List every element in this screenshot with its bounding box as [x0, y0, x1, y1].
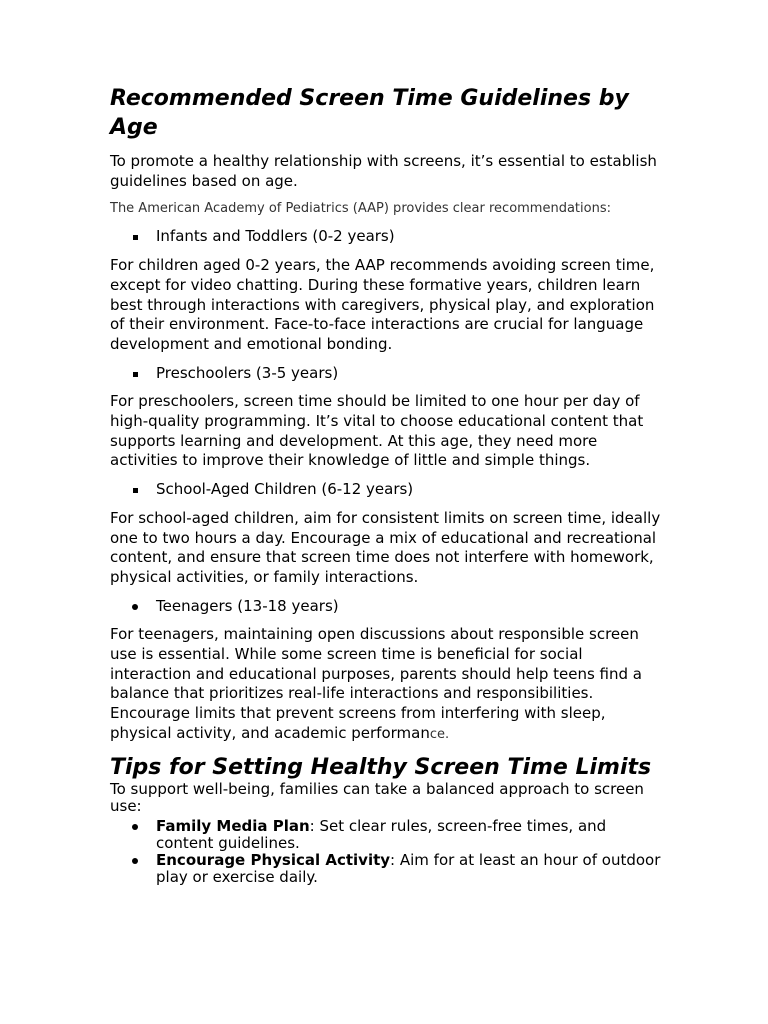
age-group-body: For preschoolers, screen time should be limited to one hour per day of high-quality programming. It’s vital to choose educational content that supports learning and development. At this age, they need more activities to improve their knowledge of little and simple things.: [110, 392, 644, 470]
age-group-infants: [110, 227, 662, 247]
age-group-label: Infants and Toddlers (0-2 years): [156, 227, 395, 246]
square-bullet-icon: [133, 372, 138, 377]
age-group-teenagers: [110, 597, 662, 617]
tips-heading: Tips for Setting Healthy Screen Time Limits: [110, 754, 652, 780]
intro-paragraph: To promote a healthy relationship with screens, it’s essential to establish guidelines based on age.: [110, 152, 657, 190]
square-bullet-icon: [133, 488, 138, 493]
tip-text: : Set clear rules, screen-free times, and content guidelines.: [156, 816, 607, 852]
aap-note: The American Academy of Pediatrics (AAP) provides clear recommendations:: [110, 201, 611, 217]
age-group-school-aged: [110, 480, 662, 500]
tip-item-family-media-plan: [110, 818, 662, 852]
document-page: [110, 84, 662, 886]
tip-title: Family Media Plan: [156, 816, 310, 835]
age-group-body-main: For teenagers, maintaining open discussions about responsible screen use is essential. While some screen time is beneficial for social interaction and educational purposes, parents should help teens find a balance that prioritizes real-life interactions and responsibilities. Encourage limits that prevent screens from interfering with sleep, physical activity, and academic performan: [110, 625, 642, 742]
age-group-body: [110, 625, 662, 744]
round-bullet-icon: [132, 824, 138, 830]
round-bullet-icon: [132, 604, 138, 610]
square-bullet-icon: [133, 235, 138, 240]
age-group-label: School-Aged Children (6-12 years): [156, 480, 414, 499]
age-group-preschoolers: [110, 364, 662, 384]
age-group-label: Preschoolers (3-5 years): [156, 363, 339, 382]
tip-item-physical-activity: [110, 852, 662, 886]
tip-title: Encourage Physical Activity: [156, 850, 391, 869]
round-bullet-icon: [132, 858, 138, 864]
age-group-body-tail: ce.: [429, 726, 450, 742]
age-group-body: For school-aged children, aim for consistent limits on screen time, ideally one to two hours a day. Encourage a mix of educational and recreational content, and ensure that screen time does not interfere with homework, physical activities, or family interactions.: [110, 508, 661, 586]
age-group-body: For children aged 0-2 years, the AAP recommends avoiding screen time, except for video chatting. During these formative years, children learn best through interactions with caregivers, physical play, and exploration of their environment. Face-to-face interactions are crucial for language development and emotional bonding.: [110, 256, 655, 353]
main-heading: Recommended Screen Time Guidelines by Age: [110, 86, 629, 140]
tip-text: : Aim for at least an hour of outdoor play or exercise daily.: [156, 850, 661, 886]
age-group-label: Teenagers (13-18 years): [156, 596, 339, 615]
tips-intro: To support well-being, families can take a balanced approach to screen use:: [110, 779, 644, 815]
